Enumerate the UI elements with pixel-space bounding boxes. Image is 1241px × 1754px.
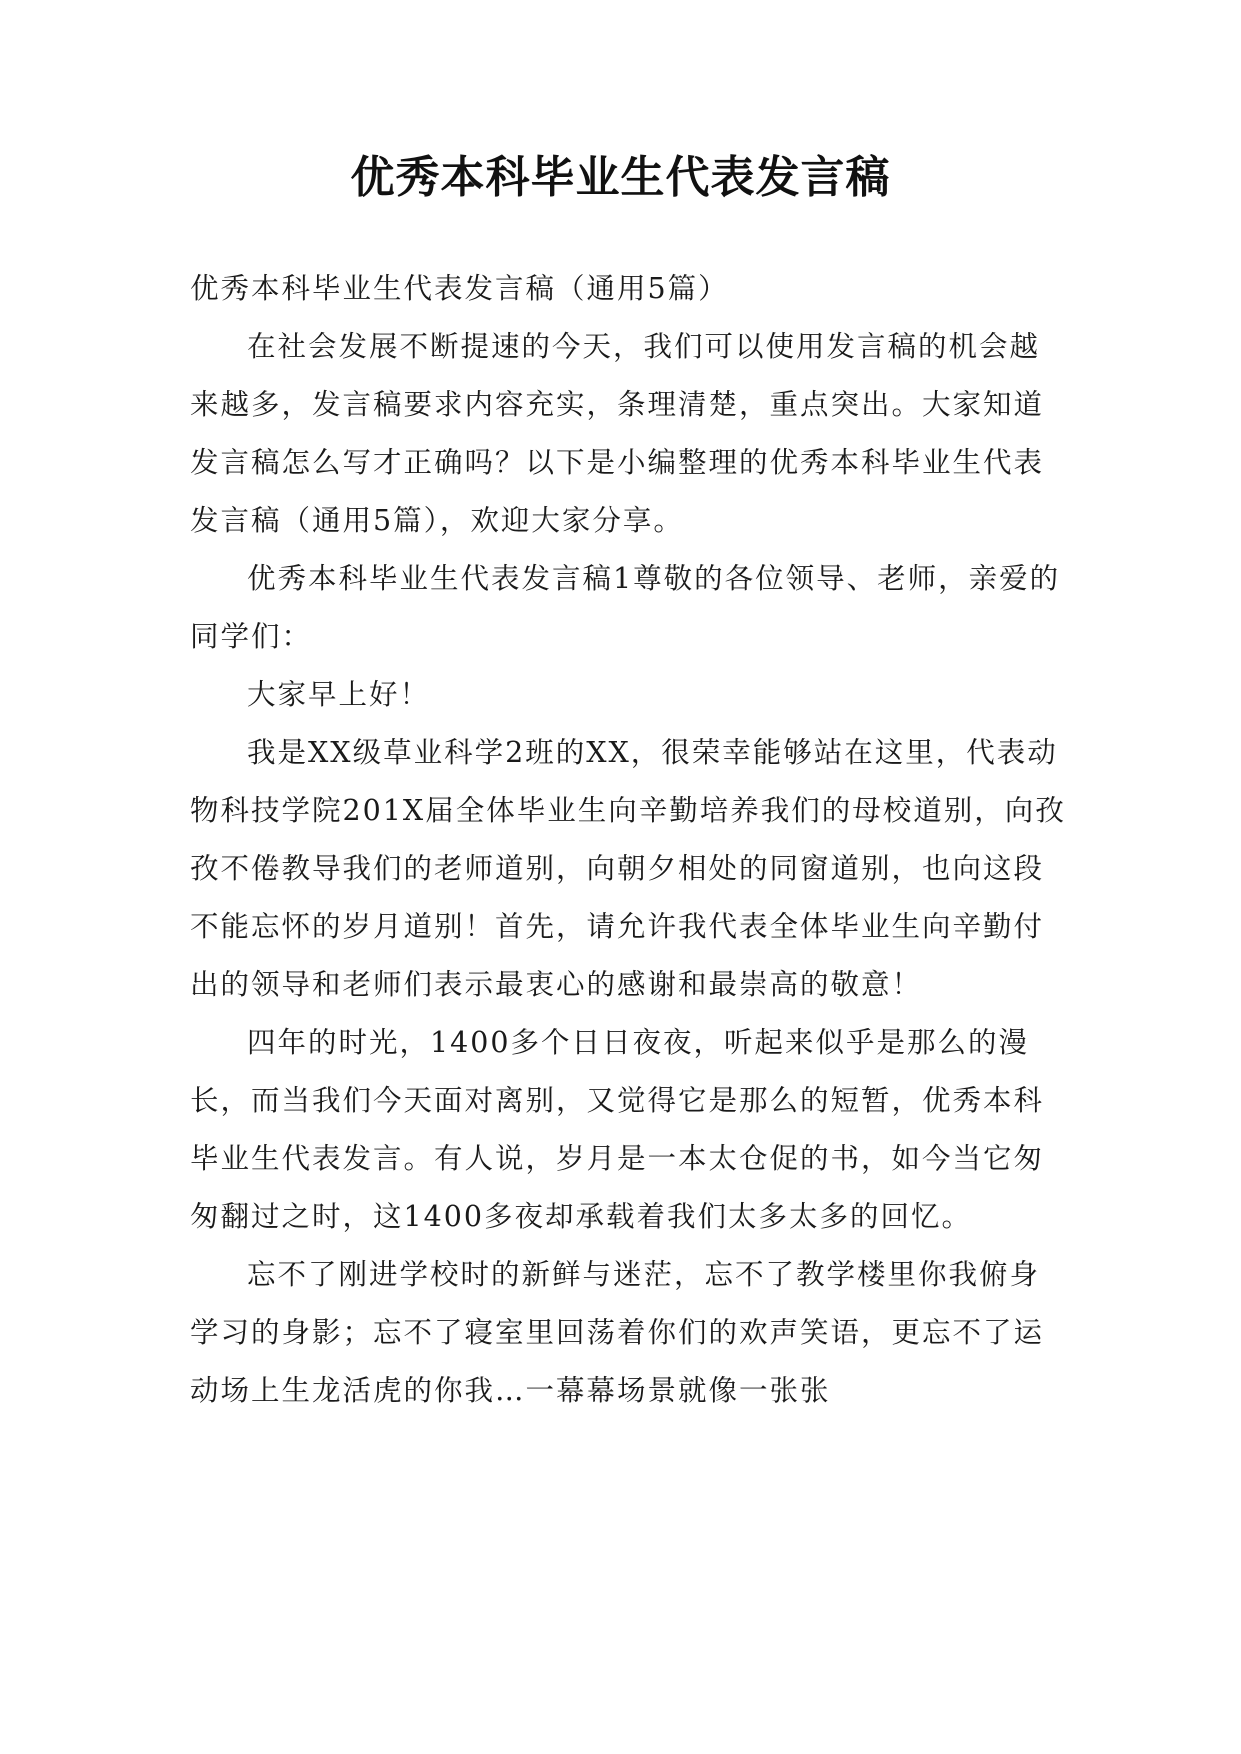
document-body xyxy=(190,260,1070,1420)
document-title: 优秀本科毕业生代表发言稿 xyxy=(350,152,891,203)
greeting-paragraph: 大家早上好！ xyxy=(247,678,431,711)
speech-heading-paragraph: 优秀本科毕业生代表发言稿1尊敬的各位领导、老师，亲爱的同学们： xyxy=(190,562,1061,653)
body-paragraph-1: 我是XX级草业科学2班的XX，很荣幸能够站在这里，代表动物科技学院201X届全体毕业生向辛勤培养我们的母校道别，向孜孜不倦教导我们的老师道别，向朝夕相处的同窗道别，也向这段不能忘怀的岁月道别！首先，请允许我代表全体毕业生向辛勤付出的领导和老师们表示最衷心的感谢和最崇高的敬意！ xyxy=(190,736,1066,1001)
subtitle-paragraph: 优秀本科毕业生代表发言稿（通用5篇） xyxy=(190,272,729,305)
body-paragraph-3: 忘不了刚进学校时的新鲜与迷茫，忘不了教学楼里你我俯身学习的身影；忘不了寝室里回荡着你们的欢声笑语，更忘不了运动场上生龙活虎的你我…一幕幕场景就像一张张 xyxy=(190,1258,1045,1407)
intro-paragraph: 在社会发展不断提速的今天，我们可以使用发言稿的机会越来越多，发言稿要求内容充实，条理清楚，重点突出。大家知道发言稿怎么写才正确吗？以下是小编整理的优秀本科毕业生代表发言稿（通用5篇），欢迎大家分享。 xyxy=(190,330,1045,537)
body-paragraph-2: 四年的时光，1400多个日日夜夜，听起来似乎是那么的漫长，而当我们今天面对离别，又觉得它是那么的短暂，优秀本科毕业生代表发言。有人说，岁月是一本太仓促的书，如今当它匆匆翻过之时，这1400多夜却承载着我们太多太多的回忆。 xyxy=(190,1026,1045,1233)
